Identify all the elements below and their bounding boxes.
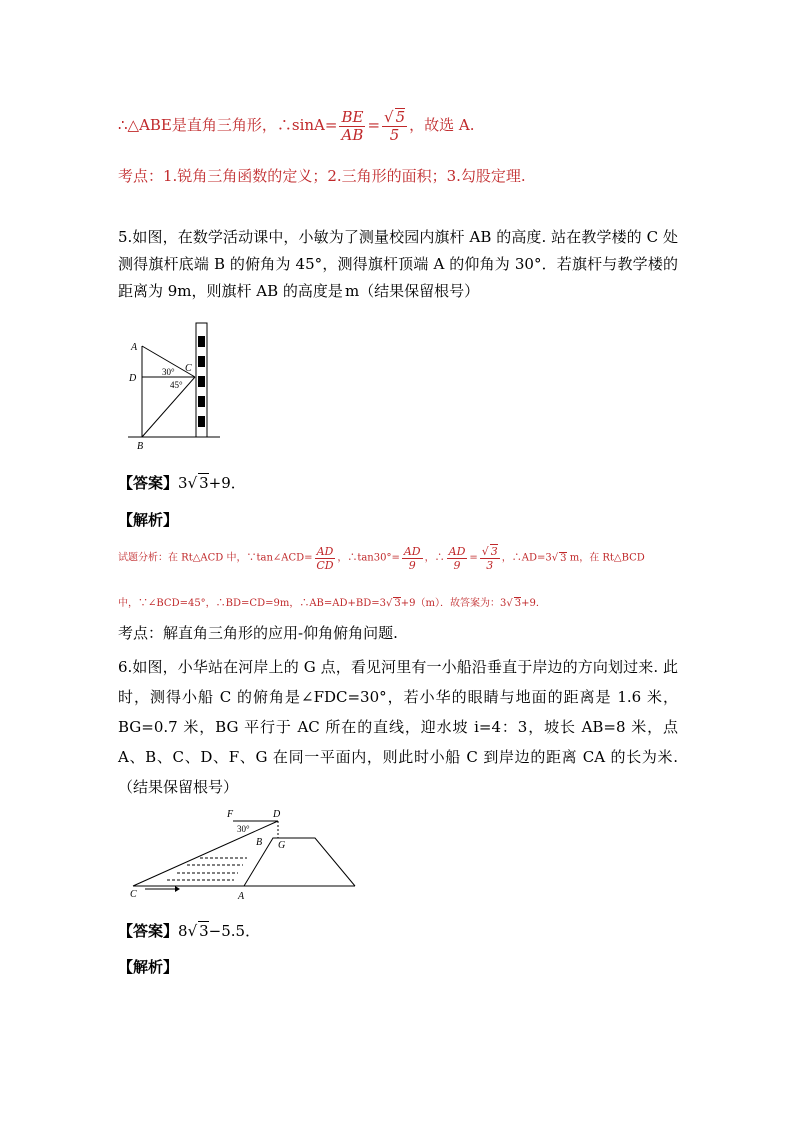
fraction-sqrt3-3: $\frac{√ 3}{3}$ <box>481 545 498 572</box>
frac-den: AB <box>341 125 364 144</box>
answer-coef: 3 <box>178 474 188 492</box>
label-g: G <box>278 840 286 851</box>
fraction-sqrt5-5: $\frac{√ 5}{5}$ <box>384 108 406 144</box>
label-c: C <box>185 363 192 374</box>
jiexi-5: 【解析】 <box>118 511 179 529</box>
frac-num: AD <box>403 544 421 558</box>
answer-label: 【答案】 <box>118 922 179 940</box>
answer-rest: +9． <box>208 474 246 492</box>
frac-den: 9 <box>453 558 461 572</box>
sqrt-value: 3 <box>394 598 401 609</box>
equals: = <box>367 116 381 134</box>
label-b: B <box>256 837 263 848</box>
label-a: A <box>238 891 245 900</box>
analysis-text: ，∴AD=3 <box>501 552 552 564</box>
question-6-text: 6.如图，小华站在河岸上的 G 点，看见河里有一小船沿垂直于岸边的方向划过来. 此时，测得小船 C 的俯角是∠FDC=30°，若小华的眼睛与地面的距离是 1.6 米，BG=0.7 米，BG 平行于 AC 所在的直线，迎水坡 i=4：3，坡长 AB=8 米，点 A、B、C、D、F、G 在同一平面内，则此时小船 C 到岸边的距离 CA 的长为米.（结果保留根号） <box>118 658 678 796</box>
analysis-text: +9． <box>521 598 546 609</box>
analysis-text: 试题分析：在 Rt△ACD 中，∵tan∠ACD= <box>118 552 313 564</box>
label-a: A <box>131 342 138 353</box>
answer-sqrt: 3 <box>199 474 209 492</box>
angle-30: 30° <box>237 824 250 834</box>
frac-num: AD <box>316 544 334 558</box>
frac-den: CD <box>316 558 334 572</box>
analysis-line-1: 试题分析：在 Rt△ACD 中，∵tan∠ACD= $\frac{AD}{CD}$ ，∴tan30°= $\frac{AD}{9}$ ，∴ $\frac{AD}{9}$ = $\frac{√ 3}{3}$ ，∴AD=3√ 3 m，在 Rt△BCD <box>118 544 645 572</box>
analysis-text: = <box>469 552 478 564</box>
frac-den: 9 <box>408 558 416 572</box>
frac-den: 3 <box>486 559 494 572</box>
question-6 <box>118 652 678 802</box>
conclusion-suffix: ，故选 A. <box>409 116 475 134</box>
answer-5: 【答案】3√ 3+9． <box>118 474 246 492</box>
question-5 <box>118 224 678 305</box>
label-d: D <box>129 373 137 384</box>
analysis-text: ，∴tan30°= <box>337 552 400 564</box>
sqrt-value: 3 <box>514 598 522 609</box>
conclusion-text: ∴△ABE是直角三角形，∴sinA= <box>118 116 338 134</box>
angle-45: 45° <box>170 380 183 390</box>
analysis-text: ，∴ <box>424 552 445 564</box>
frac-num: AD <box>448 544 466 558</box>
answer-6: 【答案】8√ 3−5.5． <box>118 922 261 940</box>
analysis-text: m，在 Rt△BCD <box>566 552 645 564</box>
jiexi-6: 【解析】 <box>118 958 179 976</box>
sqrt-value: 3 <box>490 545 498 558</box>
kaodian-5: 考点：解直角三角形的应用-仰角俯角问题. <box>118 624 398 642</box>
answer-coef: 8 <box>178 922 188 940</box>
flagpole-figure <box>125 318 225 453</box>
frac-den: 5 <box>389 126 400 144</box>
analysis-text: +9（m）．故答案为：3 <box>400 598 507 609</box>
answer-label: 【答案】 <box>118 474 179 492</box>
question-5-text: 5.如图，在数学活动课中，小敏为了测量校园内旗杆 AB 的高度. 站在教学楼的 C 处测得旗杆底端 B 的俯角为 45°，测得旗杆顶端 A 的仰角为 30°．若旗杆与教学楼的距离为 9m，则旗杆 AB 的高度是 <box>118 228 678 300</box>
fraction-be-ab <box>339 109 365 144</box>
answer-rest: −5.5． <box>208 922 261 940</box>
label-c: C <box>130 889 137 900</box>
frac-num: BE <box>341 107 364 126</box>
analysis-line-2: 中，∵∠BCD=45°，∴BD=CD=9m，∴AB=AD+BD=3√ 3+9（m）．故答案为：3√ 3+9． <box>118 598 546 609</box>
fraction-ad-cd <box>315 545 336 572</box>
analysis-text: 中，∵∠BCD=45°，∴BD=CD=9m，∴AB=AD+BD=3 <box>118 598 386 609</box>
fraction-ad-9 <box>402 545 423 572</box>
answer-sqrt: 3 <box>199 922 209 940</box>
label-d: D <box>273 809 281 820</box>
angle-30: 30° <box>162 367 175 377</box>
label-b: B <box>137 441 144 452</box>
sqrt-value: 3 <box>560 552 567 564</box>
conclusion-line <box>118 108 475 144</box>
kaodian-1: 考点：1.锐角三角函数的定义；2.三角形的面积；3.勾股定理. <box>118 167 526 185</box>
fraction-ad-9b <box>447 545 468 572</box>
label-f: F <box>227 809 234 820</box>
question-5-suffix: m（结果保留根号） <box>344 282 480 300</box>
river-bank-figure <box>125 805 365 900</box>
sqrt-value: 5 <box>395 108 406 126</box>
